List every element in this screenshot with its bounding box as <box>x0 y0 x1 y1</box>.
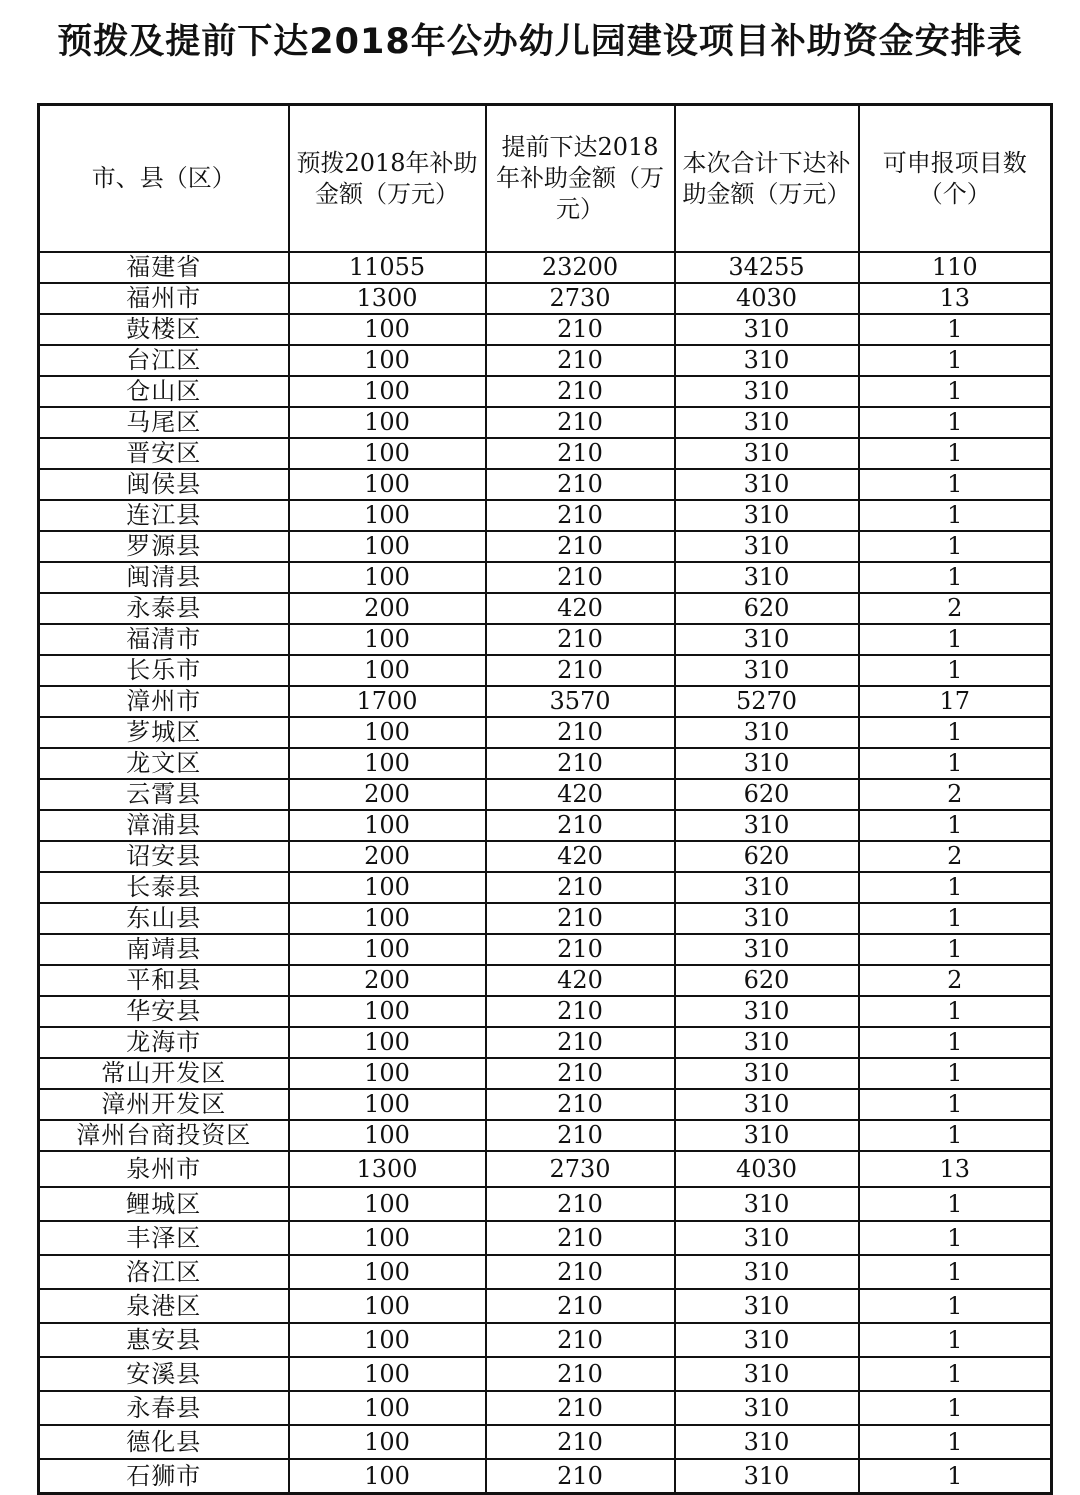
cell-advance-amount: 420 <box>486 841 675 872</box>
document-title: 预拨及提前下达2018年公办幼儿园建设项目补助资金安排表 <box>57 22 1023 62</box>
cell-total-amount: 310 <box>675 872 859 903</box>
subsidy-table <box>37 103 1053 1495</box>
cell-advance-amount: 210 <box>486 1391 675 1425</box>
cell-prealloc-amount: 100 <box>289 376 486 407</box>
table-row <box>39 283 1052 314</box>
table-row <box>39 593 1052 624</box>
table-row <box>39 748 1052 779</box>
cell-advance-amount: 210 <box>486 1187 675 1221</box>
table-row <box>39 1255 1052 1289</box>
cell-region-name: 安溪县 <box>39 1357 289 1391</box>
cell-region-name: 福清市 <box>39 624 289 655</box>
cell-region-name: 福州市 <box>39 283 289 314</box>
cell-prealloc-amount: 100 <box>289 996 486 1027</box>
cell-total-amount: 310 <box>675 1089 859 1120</box>
cell-project-count: 1 <box>859 655 1052 686</box>
cell-region-name: 惠安县 <box>39 1323 289 1357</box>
cell-region-name: 东山县 <box>39 903 289 934</box>
cell-advance-amount: 3570 <box>486 686 675 717</box>
header-project-count: 可申报项目数（个） <box>859 105 1052 253</box>
cell-prealloc-amount: 100 <box>289 314 486 345</box>
table-row <box>39 996 1052 1027</box>
cell-project-count: 1 <box>859 872 1052 903</box>
cell-total-amount: 310 <box>675 1459 859 1494</box>
cell-region-name: 鲤城区 <box>39 1187 289 1221</box>
table-row <box>39 1357 1052 1391</box>
cell-prealloc-amount: 100 <box>289 1357 486 1391</box>
cell-region-name: 石狮市 <box>39 1459 289 1494</box>
cell-total-amount: 310 <box>675 903 859 934</box>
cell-total-amount: 620 <box>675 593 859 624</box>
cell-region-name: 闽侯县 <box>39 469 289 500</box>
cell-advance-amount: 210 <box>486 314 675 345</box>
cell-prealloc-amount: 200 <box>289 841 486 872</box>
cell-advance-amount: 210 <box>486 1459 675 1494</box>
cell-prealloc-amount: 100 <box>289 1425 486 1459</box>
cell-advance-amount: 210 <box>486 1357 675 1391</box>
cell-project-count: 13 <box>859 283 1052 314</box>
cell-prealloc-amount: 100 <box>289 1027 486 1058</box>
cell-project-count: 1 <box>859 469 1052 500</box>
cell-prealloc-amount: 100 <box>289 407 486 438</box>
table-row <box>39 1289 1052 1323</box>
cell-project-count: 1 <box>859 1289 1052 1323</box>
cell-region-name: 长泰县 <box>39 872 289 903</box>
cell-region-name: 南靖县 <box>39 934 289 965</box>
cell-total-amount: 4030 <box>675 283 859 314</box>
cell-prealloc-amount: 100 <box>289 1255 486 1289</box>
cell-project-count: 1 <box>859 934 1052 965</box>
header-total-amount: 本次合计下达补助金额（万元） <box>675 105 859 253</box>
cell-advance-amount: 210 <box>486 376 675 407</box>
cell-advance-amount: 210 <box>486 810 675 841</box>
cell-region-name: 永泰县 <box>39 593 289 624</box>
cell-advance-amount: 210 <box>486 1058 675 1089</box>
cell-region-name: 罗源县 <box>39 531 289 562</box>
cell-advance-amount: 420 <box>486 965 675 996</box>
cell-total-amount: 310 <box>675 407 859 438</box>
cell-advance-amount: 23200 <box>486 252 675 283</box>
cell-advance-amount: 210 <box>486 531 675 562</box>
cell-region-name: 诏安县 <box>39 841 289 872</box>
cell-total-amount: 310 <box>675 1289 859 1323</box>
cell-advance-amount: 210 <box>486 500 675 531</box>
cell-prealloc-amount: 100 <box>289 345 486 376</box>
cell-prealloc-amount: 100 <box>289 1323 486 1357</box>
cell-prealloc-amount: 100 <box>289 1058 486 1089</box>
table-row <box>39 500 1052 531</box>
cell-prealloc-amount: 100 <box>289 1459 486 1494</box>
cell-prealloc-amount: 100 <box>289 717 486 748</box>
cell-advance-amount: 210 <box>486 1425 675 1459</box>
table-row <box>39 903 1052 934</box>
table-row <box>39 345 1052 376</box>
cell-prealloc-amount: 1700 <box>289 686 486 717</box>
cell-region-name: 泉州市 <box>39 1151 289 1187</box>
cell-prealloc-amount: 100 <box>289 655 486 686</box>
cell-total-amount: 310 <box>675 1027 859 1058</box>
cell-project-count: 1 <box>859 345 1052 376</box>
cell-advance-amount: 210 <box>486 1255 675 1289</box>
cell-region-name: 仓山区 <box>39 376 289 407</box>
cell-total-amount: 620 <box>675 965 859 996</box>
cell-advance-amount: 210 <box>486 934 675 965</box>
table-row <box>39 1221 1052 1255</box>
cell-advance-amount: 210 <box>486 996 675 1027</box>
cell-region-name: 德化县 <box>39 1425 289 1459</box>
cell-region-name: 晋安区 <box>39 438 289 469</box>
cell-prealloc-amount: 100 <box>289 562 486 593</box>
cell-project-count: 2 <box>859 965 1052 996</box>
cell-advance-amount: 210 <box>486 872 675 903</box>
cell-total-amount: 620 <box>675 779 859 810</box>
cell-project-count: 1 <box>859 996 1052 1027</box>
cell-total-amount: 310 <box>675 469 859 500</box>
cell-total-amount: 310 <box>675 1391 859 1425</box>
cell-advance-amount: 2730 <box>486 283 675 314</box>
cell-prealloc-amount: 100 <box>289 810 486 841</box>
cell-project-count: 1 <box>859 500 1052 531</box>
cell-prealloc-amount: 100 <box>289 934 486 965</box>
cell-project-count: 1 <box>859 438 1052 469</box>
cell-prealloc-amount: 100 <box>289 500 486 531</box>
cell-total-amount: 4030 <box>675 1151 859 1187</box>
cell-project-count: 2 <box>859 593 1052 624</box>
cell-prealloc-amount: 100 <box>289 469 486 500</box>
cell-advance-amount: 210 <box>486 717 675 748</box>
cell-total-amount: 310 <box>675 655 859 686</box>
table-row <box>39 1323 1052 1357</box>
cell-total-amount: 5270 <box>675 686 859 717</box>
cell-prealloc-amount: 100 <box>289 1289 486 1323</box>
table-row <box>39 1391 1052 1425</box>
cell-region-name: 漳州市 <box>39 686 289 717</box>
table-row <box>39 1151 1052 1187</box>
cell-project-count: 2 <box>859 779 1052 810</box>
table-row <box>39 469 1052 500</box>
cell-project-count: 1 <box>859 810 1052 841</box>
cell-region-name: 闽清县 <box>39 562 289 593</box>
cell-advance-amount: 2730 <box>486 1151 675 1187</box>
cell-advance-amount: 210 <box>486 655 675 686</box>
cell-total-amount: 34255 <box>675 252 859 283</box>
cell-prealloc-amount: 100 <box>289 903 486 934</box>
cell-advance-amount: 210 <box>486 345 675 376</box>
cell-prealloc-amount: 100 <box>289 1221 486 1255</box>
table-row <box>39 1425 1052 1459</box>
cell-project-count: 110 <box>859 252 1052 283</box>
cell-advance-amount: 210 <box>486 562 675 593</box>
table-row <box>39 779 1052 810</box>
cell-total-amount: 310 <box>675 1058 859 1089</box>
cell-prealloc-amount: 100 <box>289 624 486 655</box>
cell-project-count: 13 <box>859 1151 1052 1187</box>
table-row <box>39 1089 1052 1120</box>
table-row <box>39 562 1052 593</box>
table-row <box>39 438 1052 469</box>
table-row <box>39 624 1052 655</box>
cell-total-amount: 310 <box>675 1323 859 1357</box>
cell-project-count: 1 <box>859 1120 1052 1151</box>
cell-project-count: 1 <box>859 1357 1052 1391</box>
cell-region-name: 台江区 <box>39 345 289 376</box>
cell-project-count: 1 <box>859 1187 1052 1221</box>
cell-project-count: 1 <box>859 1391 1052 1425</box>
cell-project-count: 1 <box>859 1255 1052 1289</box>
table-row <box>39 252 1052 283</box>
cell-total-amount: 310 <box>675 1255 859 1289</box>
cell-prealloc-amount: 100 <box>289 748 486 779</box>
table-row <box>39 810 1052 841</box>
cell-total-amount: 310 <box>675 500 859 531</box>
cell-total-amount: 310 <box>675 717 859 748</box>
cell-region-name: 马尾区 <box>39 407 289 438</box>
cell-region-name: 鼓楼区 <box>39 314 289 345</box>
table-row <box>39 531 1052 562</box>
cell-project-count: 2 <box>859 841 1052 872</box>
cell-project-count: 1 <box>859 748 1052 779</box>
cell-advance-amount: 420 <box>486 779 675 810</box>
cell-advance-amount: 210 <box>486 1120 675 1151</box>
table-row <box>39 872 1052 903</box>
cell-region-name: 常山开发区 <box>39 1058 289 1089</box>
cell-region-name: 平和县 <box>39 965 289 996</box>
cell-total-amount: 620 <box>675 841 859 872</box>
cell-advance-amount: 210 <box>486 903 675 934</box>
table-row <box>39 376 1052 407</box>
cell-region-name: 丰泽区 <box>39 1221 289 1255</box>
table-header <box>39 105 1052 253</box>
cell-prealloc-amount: 1300 <box>289 1151 486 1187</box>
table-row <box>39 717 1052 748</box>
cell-total-amount: 310 <box>675 314 859 345</box>
cell-region-name: 永春县 <box>39 1391 289 1425</box>
table-row <box>39 1027 1052 1058</box>
table-row <box>39 841 1052 872</box>
table-row <box>39 1459 1052 1494</box>
cell-region-name: 云霄县 <box>39 779 289 810</box>
cell-prealloc-amount: 100 <box>289 1120 486 1151</box>
header-prealloc-amount: 预拨2018年补助金额（万元） <box>289 105 486 253</box>
table-row <box>39 1187 1052 1221</box>
cell-project-count: 1 <box>859 903 1052 934</box>
table-row <box>39 314 1052 345</box>
header-region: 市、县（区） <box>39 105 289 253</box>
cell-region-name: 漳浦县 <box>39 810 289 841</box>
cell-project-count: 1 <box>859 624 1052 655</box>
table-body <box>39 252 1052 1494</box>
cell-project-count: 1 <box>859 407 1052 438</box>
cell-project-count: 1 <box>859 376 1052 407</box>
cell-project-count: 1 <box>859 531 1052 562</box>
cell-advance-amount: 210 <box>486 1221 675 1255</box>
table-row <box>39 934 1052 965</box>
cell-region-name: 龙海市 <box>39 1027 289 1058</box>
cell-project-count: 1 <box>859 1221 1052 1255</box>
cell-advance-amount: 210 <box>486 1323 675 1357</box>
table-row <box>39 1058 1052 1089</box>
cell-region-name: 长乐市 <box>39 655 289 686</box>
cell-advance-amount: 210 <box>486 407 675 438</box>
table-row <box>39 407 1052 438</box>
table-row <box>39 655 1052 686</box>
cell-project-count: 1 <box>859 314 1052 345</box>
cell-total-amount: 310 <box>675 810 859 841</box>
cell-advance-amount: 420 <box>486 593 675 624</box>
header-advance-amount: 提前下达2018年补助金额（万元） <box>486 105 675 253</box>
cell-total-amount: 310 <box>675 624 859 655</box>
cell-advance-amount: 210 <box>486 438 675 469</box>
cell-advance-amount: 210 <box>486 1289 675 1323</box>
cell-total-amount: 310 <box>675 1221 859 1255</box>
cell-prealloc-amount: 100 <box>289 438 486 469</box>
cell-region-name: 洛江区 <box>39 1255 289 1289</box>
cell-prealloc-amount: 1300 <box>289 283 486 314</box>
cell-total-amount: 310 <box>675 934 859 965</box>
cell-region-name: 华安县 <box>39 996 289 1027</box>
cell-project-count: 1 <box>859 1425 1052 1459</box>
cell-total-amount: 310 <box>675 345 859 376</box>
cell-prealloc-amount: 100 <box>289 1089 486 1120</box>
cell-total-amount: 310 <box>675 1187 859 1221</box>
cell-region-name: 漳州开发区 <box>39 1089 289 1120</box>
cell-total-amount: 310 <box>675 438 859 469</box>
cell-prealloc-amount: 200 <box>289 965 486 996</box>
cell-region-name: 泉港区 <box>39 1289 289 1323</box>
table-row <box>39 686 1052 717</box>
cell-total-amount: 310 <box>675 531 859 562</box>
cell-prealloc-amount: 100 <box>289 1391 486 1425</box>
cell-prealloc-amount: 100 <box>289 531 486 562</box>
cell-total-amount: 310 <box>675 996 859 1027</box>
cell-advance-amount: 210 <box>486 624 675 655</box>
table-row <box>39 965 1052 996</box>
cell-advance-amount: 210 <box>486 748 675 779</box>
cell-total-amount: 310 <box>675 562 859 593</box>
cell-region-name: 龙文区 <box>39 748 289 779</box>
cell-project-count: 1 <box>859 1323 1052 1357</box>
cell-region-name: 芗城区 <box>39 717 289 748</box>
cell-region-name: 福建省 <box>39 252 289 283</box>
cell-advance-amount: 210 <box>486 1089 675 1120</box>
cell-prealloc-amount: 200 <box>289 779 486 810</box>
cell-prealloc-amount: 11055 <box>289 252 486 283</box>
cell-project-count: 1 <box>859 1027 1052 1058</box>
cell-region-name: 漳州台商投资区 <box>39 1120 289 1151</box>
cell-total-amount: 310 <box>675 748 859 779</box>
cell-project-count: 1 <box>859 1459 1052 1494</box>
cell-total-amount: 310 <box>675 1425 859 1459</box>
cell-prealloc-amount: 200 <box>289 593 486 624</box>
cell-project-count: 1 <box>859 1089 1052 1120</box>
cell-total-amount: 310 <box>675 376 859 407</box>
table-row <box>39 1120 1052 1151</box>
cell-project-count: 1 <box>859 717 1052 748</box>
cell-total-amount: 310 <box>675 1120 859 1151</box>
cell-advance-amount: 210 <box>486 469 675 500</box>
cell-project-count: 1 <box>859 1058 1052 1089</box>
cell-project-count: 1 <box>859 562 1052 593</box>
cell-total-amount: 310 <box>675 1357 859 1391</box>
cell-project-count: 17 <box>859 686 1052 717</box>
cell-region-name: 连江县 <box>39 500 289 531</box>
cell-prealloc-amount: 100 <box>289 872 486 903</box>
header-row <box>39 105 1052 253</box>
cell-prealloc-amount: 100 <box>289 1187 486 1221</box>
cell-advance-amount: 210 <box>486 1027 675 1058</box>
